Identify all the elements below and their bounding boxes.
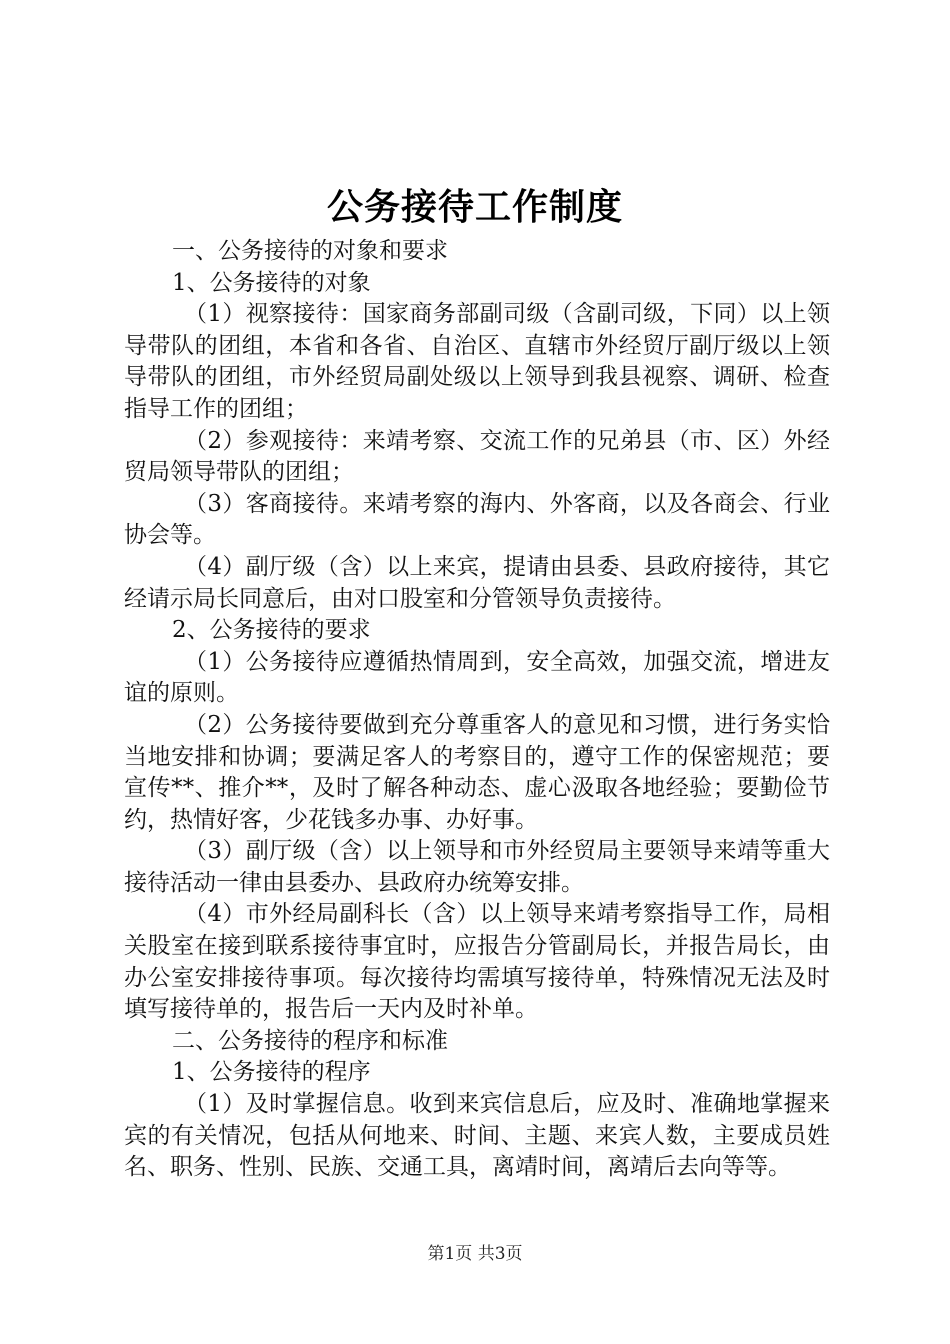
paragraph: （4）市外经局副科长（含）以上领导来靖考察指导工作，局相关股室在接到联系接待事宜时，应报告分管副局长，并报告局长，由办公室安排接待事项。每次接待均需填写接待单，特殊情况无法及时填写接待单的，报告后一天内及时补单。 [124, 901, 830, 1023]
subsection-heading: 1、公务接待的对象 [172, 269, 371, 296]
paragraph: （1）视察接待：国家商务部副司级（含副司级，下同）以上领导带队的团组，本省和各省、自治区、直辖市外经贸厅副厅级以上领导带队的团组，市外经贸局副处级以上领导到我县视察、调研、检查指导工作的团组； [124, 301, 830, 422]
paragraph: （3）客商接待。来靖考察的海内、外客商，以及各商会、行业协会等。 [124, 490, 830, 549]
document-body [124, 236, 830, 1184]
paragraph: （2）参观接待：来靖考察、交流工作的兄弟县（市、区）外经贸局领导带队的团组； [124, 427, 830, 486]
page-footer: 第1页 共3页 [427, 1244, 523, 1264]
paragraph: （1）公务接待应遵循热情周到，安全高效，加强交流，增进友谊的原则。 [124, 648, 830, 707]
subsection-heading: 2、公务接待的要求 [172, 617, 371, 644]
section-heading: 一、公务接待的对象和要求 [172, 238, 448, 264]
paragraph: （1）及时掌握信息。收到来宾信息后，应及时、准确地掌握来宾的有关情况，包括从何地来、时间、主题、来宾人数，主要成员姓名、职务、性别、民族、交通工具，离靖时间，离靖后去向等等。 [124, 1091, 830, 1181]
paragraph: （3）副厅级（含）以上领导和市外经贸局主要领导来靖等重大接待活动一律由县委办、县政府办统筹安排。 [124, 838, 830, 896]
document-title: 公务接待工作制度 [326, 186, 623, 228]
paragraph: （2）公务接待要做到充分尊重客人的意见和习惯，进行务实恰当地安排和协调；要满足客人的考察目的，遵守工作的保密规范；要宣传**、推介**，及时了解各种动态、虚心汲取各地经验；要勤俭节约，热情好客，少花钱多办事、办好事。 [124, 711, 830, 833]
paragraph: （4）副厅级（含）以上来宾，提请由县委、县政府接待，其它经请示局长同意后，由对口股室和分管领导负责接待。 [124, 553, 830, 612]
subsection-heading: 1、公务接待的程序 [172, 1059, 371, 1086]
section-heading: 二、公务接待的程序和标准 [172, 1027, 448, 1054]
